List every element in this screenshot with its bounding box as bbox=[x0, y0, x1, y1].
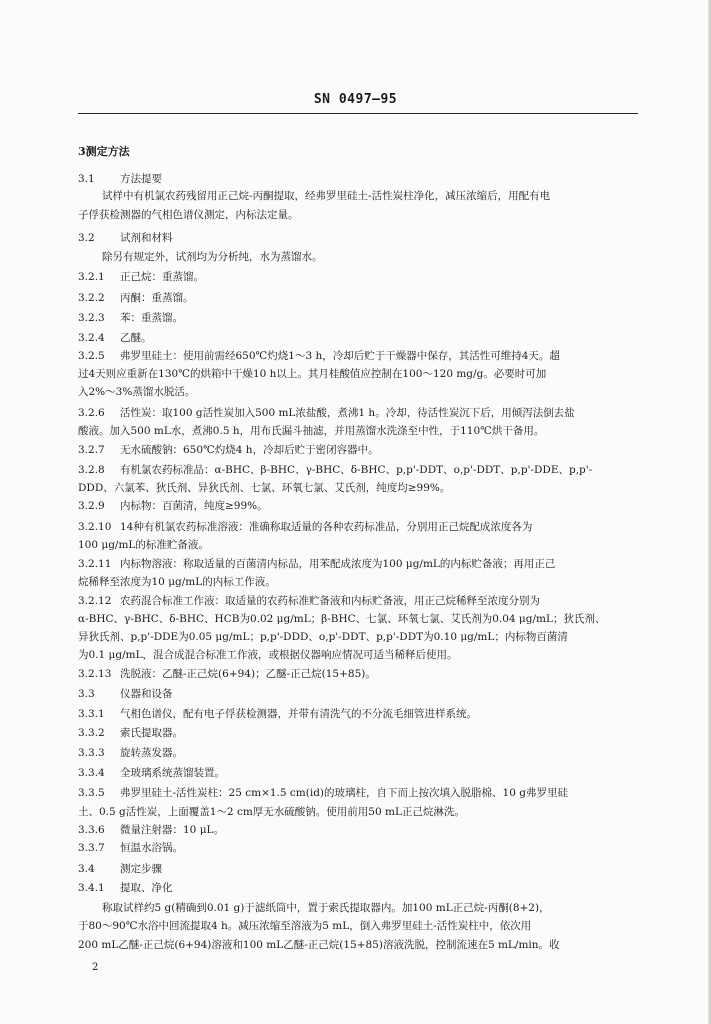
line-text: 无水硫酸钠：650℃灼烧4 h，冷却后贮于密闭容器中。 bbox=[120, 444, 379, 456]
line-p341c bbox=[78, 937, 560, 953]
line-text: α-BHC、γ-BHC、δ-BHC、HCB为0.02 μg/mL；β-BHC、七氯、环氧七氯、艾氏剂为0.04 μg/mL；狄氏剂、 bbox=[78, 613, 606, 625]
line-s326 bbox=[78, 405, 575, 421]
line-text: 除另有规定外，试剂均为分析纯，水为蒸馏水。 bbox=[102, 251, 323, 263]
section-number: 3.3.5 bbox=[78, 787, 105, 799]
line-text: 活性炭：取100 g活性炭加入500 mL浓盐酸，煮沸1 h。冷却，待活性炭沉下后，用倾泻法倒去盐 bbox=[120, 407, 575, 419]
line-text: 为0.1 μg/mL，混合成混合标准工作液，或根据仪器响应情况可适当稀释后使用。 bbox=[78, 649, 458, 661]
section-number: 3.2.9 bbox=[78, 500, 105, 512]
line-text: 仪器和设备 bbox=[120, 688, 173, 700]
line-s333 bbox=[78, 745, 183, 761]
line-text: 弗罗里硅土：使用前需经650℃灼烧1～3 h，冷却后贮于干燥器中保存，其活性可维持4天。超 bbox=[120, 350, 560, 362]
line-s3210b bbox=[78, 537, 209, 553]
line-text: 14种有机氯农药标准溶液：准确称取适量的各种农药标准品，分别用正己烷配成浓度各为 bbox=[120, 521, 533, 533]
line-text: 测定步骤 bbox=[120, 863, 162, 875]
line-text: 称取试样约5 g(精确到0.01 g)于滤纸筒中，置于索氏提取器内。加100 mL正己烷-丙酮(8+2)， bbox=[102, 902, 550, 914]
line-text: 酸液。加入500 mL水，煮沸0.5 h，用布氏漏斗抽滤，并用蒸馏水洗涤至中性，于110℃烘干备用。 bbox=[78, 425, 545, 437]
line-s3211b bbox=[78, 574, 276, 590]
section-number: 3.2.5 bbox=[78, 350, 105, 362]
line-s34 bbox=[78, 861, 162, 877]
line-s33 bbox=[78, 686, 173, 702]
line-s337 bbox=[78, 840, 183, 856]
line-text: 正己烷：重蒸馏。 bbox=[120, 271, 204, 283]
standard-code-header: SN 0497—95 bbox=[313, 92, 398, 107]
section-number: 3.3.6 bbox=[78, 824, 105, 836]
line-s325c bbox=[78, 384, 195, 400]
line-s335b bbox=[78, 804, 465, 820]
line-s325b bbox=[78, 366, 546, 382]
line-p1a bbox=[102, 188, 550, 204]
section-number: 3.2.8 bbox=[78, 464, 105, 476]
line-s323 bbox=[78, 310, 183, 326]
header-rule bbox=[78, 113, 638, 114]
section-number: 3.2.11 bbox=[78, 558, 112, 570]
line-s3212d bbox=[78, 647, 458, 663]
line-text: 索氏提取器。 bbox=[120, 727, 183, 739]
line-text: 提取、净化 bbox=[120, 882, 173, 894]
line-text: 弗罗里硅土-活性炭柱：25 cm×1.5 cm(id)的玻璃柱，自下而上按次填入脱脂棉、10 g弗罗里硅 bbox=[120, 787, 568, 799]
line-text: 丙酮：重蒸馏。 bbox=[120, 292, 194, 304]
line-text: 试剂和材料 bbox=[120, 232, 173, 244]
section-number: 3.3.7 bbox=[78, 842, 105, 854]
line-text: 内标物溶液：称取适量的百菌清内标品，用苯配成浓度为100 μg/mL的内标贮备液；再用正己 bbox=[120, 558, 556, 570]
line-p341b bbox=[78, 918, 531, 934]
section-number: 3.3.1 bbox=[78, 708, 105, 720]
line-text: 烷稀释至浓度为10 μg/mL的内标工作液。 bbox=[78, 576, 276, 588]
section-number: 3.4 bbox=[78, 863, 95, 875]
line-text: 异狄氏剂、p,p'-DDE为0.05 μg/mL；p,p'-DDD、o,p'-DDT、p,p'-DDT为0.10 μg/mL；内标物百菌清 bbox=[78, 631, 568, 643]
section-number: 3.3.2 bbox=[78, 727, 105, 739]
line-text: 乙醚。 bbox=[120, 332, 152, 344]
section-number: 3.2.7 bbox=[78, 444, 105, 456]
line-s329 bbox=[78, 498, 268, 514]
section-number: 3.2.3 bbox=[78, 312, 105, 324]
section-number: 3 bbox=[78, 145, 86, 158]
section-number: 3.2.4 bbox=[78, 332, 105, 344]
line-text: 全玻璃系统蒸馏装置。 bbox=[120, 767, 225, 779]
line-s327 bbox=[78, 442, 379, 458]
line-p2 bbox=[102, 249, 323, 265]
section-number: 3.3.3 bbox=[78, 747, 105, 759]
line-s328 bbox=[78, 462, 592, 478]
line-text: 农药混合标准工作液：取适量的农药标准贮备液和内标贮备液，用正己烷稀释至浓度分别为 bbox=[120, 595, 540, 607]
line-s334 bbox=[78, 765, 225, 781]
section-number: 3.2 bbox=[78, 232, 95, 244]
line-text: 于80～90℃水浴中回流提取4 h。减压浓缩至溶液为5 mL，倒入弗罗里硅土-活性炭柱中，依次用 bbox=[78, 920, 532, 932]
line-s32 bbox=[78, 230, 173, 246]
line-s336 bbox=[78, 822, 224, 838]
line-text: 微量注射器：10 μL。 bbox=[120, 824, 224, 836]
line-text: 测定方法 bbox=[85, 145, 130, 158]
line-text: 苯：重蒸馏。 bbox=[120, 312, 183, 324]
line-text: 有机氯农药标准品：α-BHC、β-BHC、γ-BHC、δ-BHC、p,p'-DDT、o,p'-DDT、p,p'-DDE、p,p'- bbox=[120, 464, 593, 476]
line-s31 bbox=[78, 171, 162, 187]
line-s326b bbox=[78, 423, 544, 439]
section-number: 3.4.1 bbox=[78, 882, 105, 894]
section-number: 3.2.10 bbox=[78, 521, 112, 533]
section-number: 3.1 bbox=[78, 173, 95, 185]
line-s325 bbox=[78, 348, 560, 364]
section-number: 3.2.1 bbox=[78, 271, 105, 283]
section-number: 3.2.13 bbox=[78, 668, 112, 680]
line-s3212c bbox=[78, 629, 568, 645]
line-text: 试样中有机氯农药残留用正己烷-丙酮提取，经弗罗里硅土-活性炭柱净化，减压浓缩后，用配有电 bbox=[102, 190, 551, 202]
line-s324 bbox=[78, 330, 152, 346]
line-s3212b bbox=[78, 611, 605, 627]
section-number: 3.3.4 bbox=[78, 767, 105, 779]
line-text: 过4天则应重新在130℃的烘箱中干燥10 h以上。其月桂酸值应控制在100～120 mg/g。必要时可加 bbox=[78, 368, 547, 380]
line-p1b bbox=[78, 207, 299, 223]
section-number: 3.2.6 bbox=[78, 407, 105, 419]
section-number: 3.2.2 bbox=[78, 292, 105, 304]
line-text: 子俘获检测器的气相色谱仪测定，内标法定量。 bbox=[78, 209, 299, 221]
line-text: 气相色谱仪，配有电子俘获检测器，并带有清洗气的不分流毛细管进样系统。 bbox=[120, 708, 477, 720]
line-s341 bbox=[78, 880, 173, 896]
line-text: 内标物：百菌清，纯度≥99%。 bbox=[120, 500, 268, 512]
line-s335 bbox=[78, 785, 568, 801]
line-s322 bbox=[78, 290, 194, 306]
section-number: 3.3 bbox=[78, 688, 95, 700]
line-text: 方法提要 bbox=[120, 173, 162, 185]
line-text: 旋转蒸发器。 bbox=[120, 747, 183, 759]
line-s3213 bbox=[78, 666, 376, 682]
line-text: 土、0.5 g活性炭，上面覆盖1～2 cm厚无水硫酸钠。使用前用50 mL正己烷淋洗。 bbox=[78, 806, 465, 818]
section-number: 3.2.12 bbox=[78, 595, 112, 607]
line-text: 入2%～3%蒸馏水脱活。 bbox=[78, 386, 196, 398]
line-text: DDD、六氯苯、狄氏剂、异狄氏剂、七氯、环氧七氯、艾氏剂，纯度均≥99%。 bbox=[78, 482, 451, 494]
line-s332 bbox=[78, 725, 183, 741]
line-p341a bbox=[102, 900, 550, 916]
page-number: 2 bbox=[92, 962, 99, 973]
line-text: 洗脱液：乙醚-正己烷(6+94)；乙醚-正己烷(15+85)。 bbox=[120, 668, 376, 680]
line-text: 恒温水浴锅。 bbox=[120, 842, 183, 854]
line-s321 bbox=[78, 269, 204, 285]
line-s3210 bbox=[78, 519, 532, 535]
line-s328b bbox=[78, 480, 450, 496]
line-s3212 bbox=[78, 593, 540, 609]
line-s331 bbox=[78, 706, 477, 722]
line-text: 100 μg/mL的标准贮备液。 bbox=[78, 539, 209, 551]
line-s3211 bbox=[78, 556, 555, 572]
line-text: 200 mL乙醚-正己烷(6+94)溶液和100 mL乙醚-正己烷(15+85)溶液洗脱，控制流速在5 mL/min。收 bbox=[78, 939, 560, 951]
line-s3 bbox=[78, 144, 130, 160]
